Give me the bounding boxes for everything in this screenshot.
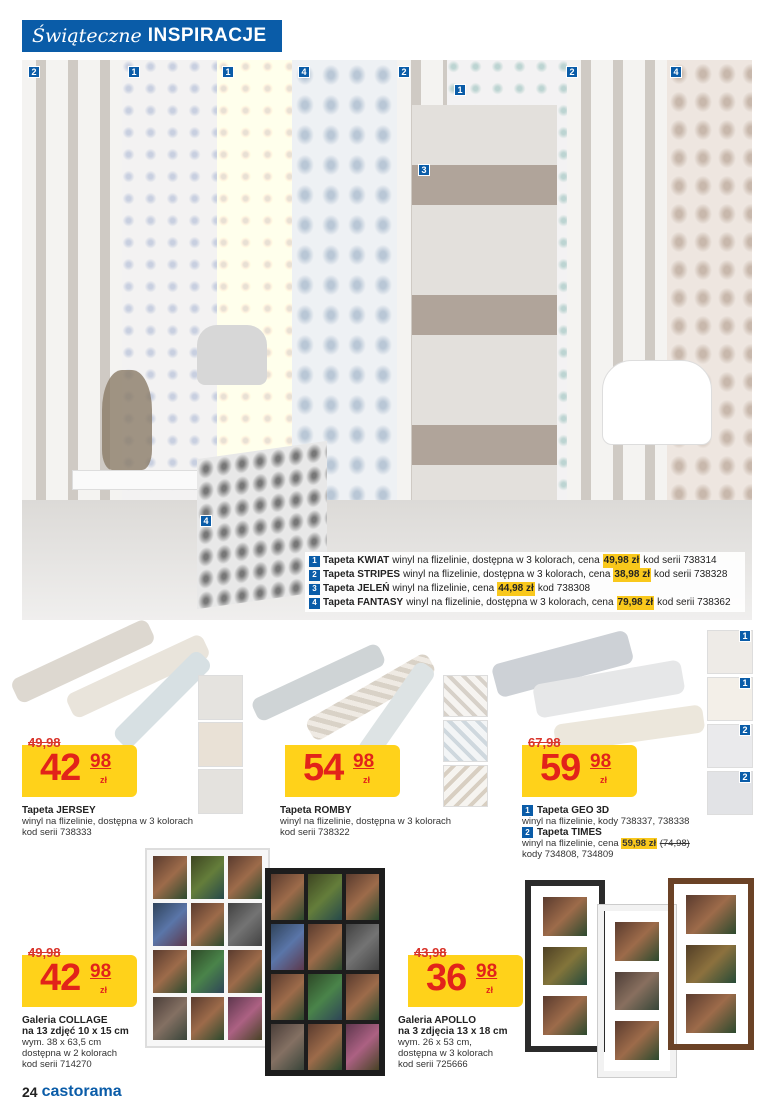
marker: 2 [28, 66, 40, 78]
product-dimensions: wym. 26 x 53 cm, [398, 1037, 472, 1048]
legend-name: Tapeta JELEŃ [323, 583, 390, 594]
product-code: kody 734808, 734809 [522, 849, 614, 860]
apollo-frame-brown [668, 878, 754, 1050]
legend-price: 79,98 zł [617, 597, 654, 608]
desc-text: winyl na flizelinie, cena [522, 838, 619, 849]
old-price: (74,98) [659, 838, 690, 849]
product-desc: dostępna w 2 kolorach [22, 1048, 118, 1059]
price-currency: zł [363, 775, 371, 785]
product-name: Tapeta TIMES [537, 827, 602, 838]
swatch [443, 765, 488, 807]
product-desc: winyl na flizelinie, kody 738337, 738338 [522, 816, 690, 827]
marker: 1 [222, 66, 234, 78]
price-tag-romby [285, 745, 400, 797]
marker: 3 [418, 164, 430, 176]
legend-code: kod serii 738314 [643, 555, 717, 566]
swatch [198, 722, 243, 767]
legend-desc: winyl na flizelinie, cena [392, 583, 495, 594]
apollo-frame-white [598, 905, 676, 1077]
legend-code: kod serii 738362 [657, 597, 731, 608]
marker: 2 [739, 724, 751, 736]
price-currency: zł [600, 775, 608, 785]
product-name: Galeria APOLLO [398, 1015, 476, 1026]
price-cents: 98 [353, 751, 375, 772]
legend-name: Tapeta FANTASY [323, 597, 404, 608]
product-apollo-info [398, 1015, 528, 1070]
legend-number: 1 [309, 556, 320, 567]
product-desc: winyl na flizelinie, dostępna w 3 kolorach [280, 816, 452, 827]
hero-image [22, 60, 752, 620]
product-name: Tapeta GEO 3D [537, 805, 610, 816]
price-main: 42 [40, 747, 81, 789]
price-tag-geo [522, 735, 637, 797]
old-price: 49,98 [28, 735, 61, 750]
price-cents: 98 [590, 751, 612, 772]
price-cents: 98 [90, 961, 112, 982]
product-subtitle: na 13 zdjęć 10 x 15 cm [22, 1026, 129, 1037]
price-main: 36 [426, 957, 467, 999]
product-romby-info [280, 805, 510, 838]
price-main: 59 [540, 747, 581, 789]
marker: 2 [566, 66, 578, 78]
price-currency: zł [486, 985, 494, 995]
old-price: 49,98 [28, 945, 61, 960]
price-currency: zł [100, 775, 108, 785]
marker: 2 [398, 66, 410, 78]
marker: 1 [128, 66, 140, 78]
marker: 1 [522, 805, 533, 816]
chair-right [602, 360, 712, 445]
product-jersey-info [22, 805, 252, 838]
swatch [443, 720, 488, 762]
swatch [443, 675, 488, 717]
marker: 1 [739, 677, 751, 689]
price-tag-collage [22, 945, 137, 1007]
old-price: 43,98 [414, 945, 447, 960]
marker: 4 [670, 66, 682, 78]
legend-name: Tapeta KWIAT [323, 555, 390, 566]
product-collage-info [22, 1015, 152, 1070]
price-cents: 98 [476, 961, 498, 982]
header-title-script: Świąteczne [32, 25, 142, 47]
page-footer [22, 1083, 122, 1101]
product-subtitle: na 3 zdjęcia 13 x 18 cm [398, 1026, 508, 1037]
product-dimensions: wym. 38 x 63,5 cm [22, 1037, 102, 1048]
product-name: Tapeta JERSEY [22, 805, 96, 816]
legend-price: 49,98 zł [603, 555, 640, 566]
legend-desc: winyl na flizelinie, dostępna w 3 kolorach, cena [392, 555, 600, 566]
swatch [198, 675, 243, 720]
product-desc: dostępna w 3 kolorach [398, 1048, 494, 1059]
legend-row [309, 582, 741, 596]
apollo-frame-black [525, 880, 605, 1052]
marker: 1 [454, 84, 466, 96]
legend-row [309, 568, 741, 582]
marker: 4 [298, 66, 310, 78]
legend-number: 2 [309, 570, 320, 581]
section-header [22, 20, 282, 52]
marker: 2 [739, 771, 751, 783]
legend-desc: winyl na flizelinie, dostępna w 3 kolorach, cena [403, 569, 611, 580]
header-title-bold: INSPIRACJE [147, 25, 267, 46]
price-main: 54 [303, 747, 344, 789]
legend-number: 3 [309, 584, 320, 595]
brand-logo: castorama [41, 1083, 122, 1100]
marker: 1 [739, 630, 751, 642]
legend-desc: winyl na flizelinie, dostępna w 3 kolorach, cena [406, 597, 614, 608]
product-code: kod serii 725666 [398, 1059, 468, 1070]
hero-legend [305, 552, 745, 612]
product-desc [522, 838, 762, 849]
legend-name: Tapeta STRIPES [323, 569, 401, 580]
legend-price: 44,98 zł [498, 583, 534, 594]
chair-left [197, 325, 267, 385]
price-main: 42 [40, 957, 81, 999]
price-cents: 98 [90, 751, 112, 772]
highlight-price: 59,98 zł [622, 838, 657, 849]
product-desc: winyl na flizelinie, dostępna w 3 kolorach [22, 816, 194, 827]
product-code: kod serii 738333 [22, 827, 92, 838]
legend-code: kod serii 738328 [654, 569, 728, 580]
product-name: Tapeta ROMBY [280, 805, 352, 816]
price-tag-jersey [22, 735, 137, 797]
legend-price: 38,98 zł [614, 569, 650, 580]
legend-row [309, 554, 741, 568]
price-tag-apollo [408, 945, 523, 1007]
product-name: Galeria COLLAGE [22, 1015, 108, 1026]
old-price: 67,98 [528, 735, 561, 750]
marker: 4 [200, 515, 212, 527]
page-number: 24 [22, 1084, 38, 1100]
collage-frame-black [265, 868, 385, 1076]
legend-row [309, 596, 741, 610]
product-code: kod serii 738322 [280, 827, 350, 838]
vase [102, 370, 152, 470]
price-currency: zł [100, 985, 108, 995]
legend-code: kod 738308 [537, 583, 591, 594]
collage-frame-white [145, 848, 270, 1048]
marker: 2 [522, 827, 533, 838]
legend-number: 4 [309, 598, 320, 609]
product-code: kod serii 714270 [22, 1059, 92, 1070]
product-geo-info [522, 805, 762, 860]
